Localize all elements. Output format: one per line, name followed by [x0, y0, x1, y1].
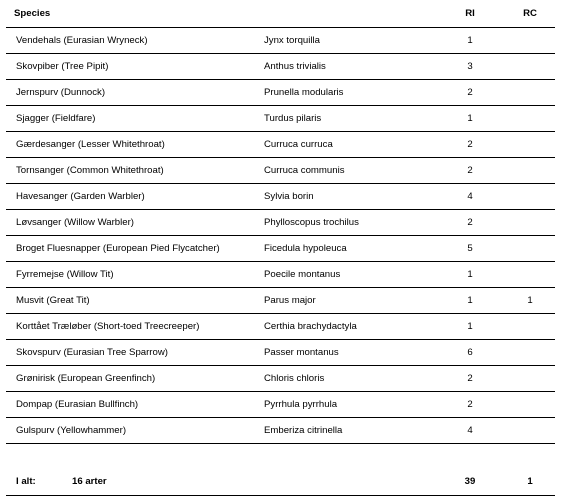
- latin-name: Prunella modularis: [254, 79, 435, 105]
- rc-value: [505, 105, 555, 131]
- ri-value: 3: [435, 53, 505, 79]
- rc-value: [505, 235, 555, 261]
- table-row: [6, 53, 555, 79]
- latin-name: Anthus trivialis: [254, 53, 435, 79]
- table-header-row: [6, 0, 555, 27]
- total-row: [6, 469, 555, 495]
- ri-value: 2: [435, 391, 505, 417]
- table-row: [6, 365, 555, 391]
- ri-value: 4: [435, 417, 505, 443]
- latin-name: Parus major: [254, 287, 435, 313]
- species-name: Skovpiber (Tree Pipit): [6, 53, 254, 79]
- latin-name: Poecile montanus: [254, 261, 435, 287]
- species-name: Gærdesanger (Lesser Whitethroat): [6, 131, 254, 157]
- table-row: [6, 157, 555, 183]
- table-row: [6, 313, 555, 339]
- rc-value: [505, 209, 555, 235]
- total-label-cell: [6, 469, 254, 495]
- rc-value: [505, 53, 555, 79]
- rc-value: [505, 261, 555, 287]
- rc-value: [505, 131, 555, 157]
- rc-value: [505, 339, 555, 365]
- rc-value: [505, 391, 555, 417]
- latin-name: Passer montanus: [254, 339, 435, 365]
- header-species: Species: [6, 0, 254, 27]
- species-name: Korttået Træløber (Short-toed Treecreeper): [6, 313, 254, 339]
- ri-value: 1: [435, 313, 505, 339]
- latin-name: Ficedula hypoleuca: [254, 235, 435, 261]
- table-row: [6, 209, 555, 235]
- table-row: [6, 235, 555, 261]
- rc-value: [505, 27, 555, 53]
- species-name: Grønirisk (European Greenfinch): [6, 365, 254, 391]
- rc-value: [505, 313, 555, 339]
- rc-value: [505, 157, 555, 183]
- latin-name: Sylvia borin: [254, 183, 435, 209]
- table-body: [6, 27, 555, 443]
- species-name: Jernspurv (Dunnock): [6, 79, 254, 105]
- ri-value: 2: [435, 79, 505, 105]
- species-table: [6, 0, 555, 496]
- rc-value: [505, 417, 555, 443]
- table-row: [6, 391, 555, 417]
- species-name: Vendehals (Eurasian Wryneck): [6, 27, 254, 53]
- rc-value: [505, 183, 555, 209]
- species-name: Sjagger (Fieldfare): [6, 105, 254, 131]
- total-count: 16 arter: [72, 476, 107, 488]
- ri-value: 2: [435, 365, 505, 391]
- table-row: [6, 417, 555, 443]
- table-row: [6, 261, 555, 287]
- total-latin-empty: [254, 469, 435, 495]
- species-name: Havesanger (Garden Warbler): [6, 183, 254, 209]
- rc-value: [505, 365, 555, 391]
- latin-name: Pyrrhula pyrrhula: [254, 391, 435, 417]
- ri-value: 2: [435, 209, 505, 235]
- table-row: [6, 287, 555, 313]
- latin-name: Phylloscopus trochilus: [254, 209, 435, 235]
- latin-name: Emberiza citrinella: [254, 417, 435, 443]
- rc-value: 1: [505, 287, 555, 313]
- species-name: Dompap (Eurasian Bullfinch): [6, 391, 254, 417]
- rc-value: [505, 79, 555, 105]
- table-row: [6, 131, 555, 157]
- species-name: Skovspurv (Eurasian Tree Sparrow): [6, 339, 254, 365]
- table-row: [6, 27, 555, 53]
- ri-value: 1: [435, 287, 505, 313]
- latin-name: Curruca curruca: [254, 131, 435, 157]
- table-row: [6, 183, 555, 209]
- ri-value: 1: [435, 261, 505, 287]
- table-row: [6, 105, 555, 131]
- species-name: Tornsanger (Common Whitethroat): [6, 157, 254, 183]
- ri-value: 4: [435, 183, 505, 209]
- total-rc: 1: [505, 469, 555, 495]
- ri-value: 6: [435, 339, 505, 365]
- latin-name: Turdus pilaris: [254, 105, 435, 131]
- total-label: I alt:: [16, 476, 36, 488]
- table-row: [6, 79, 555, 105]
- species-name: Fyrremejse (Willow Tit): [6, 261, 254, 287]
- species-name: Broget Fluesnapper (European Pied Flycatcher): [6, 235, 254, 261]
- header-latin: [254, 0, 435, 27]
- latin-name: Certhia brachydactyla: [254, 313, 435, 339]
- ri-value: 2: [435, 157, 505, 183]
- ri-value: 1: [435, 105, 505, 131]
- header-ri: RI: [435, 0, 505, 27]
- spacer-row: [6, 443, 555, 469]
- latin-name: Curruca communis: [254, 157, 435, 183]
- latin-name: Chloris chloris: [254, 365, 435, 391]
- total-ri: 39: [435, 469, 505, 495]
- ri-value: 5: [435, 235, 505, 261]
- header-rc: RC: [505, 0, 555, 27]
- ri-value: 1: [435, 27, 505, 53]
- ri-value: 2: [435, 131, 505, 157]
- species-name: Gulspurv (Yellowhammer): [6, 417, 254, 443]
- table-row: [6, 339, 555, 365]
- species-name: Løvsanger (Willow Warbler): [6, 209, 254, 235]
- latin-name: Jynx torquilla: [254, 27, 435, 53]
- species-name: Musvit (Great Tit): [6, 287, 254, 313]
